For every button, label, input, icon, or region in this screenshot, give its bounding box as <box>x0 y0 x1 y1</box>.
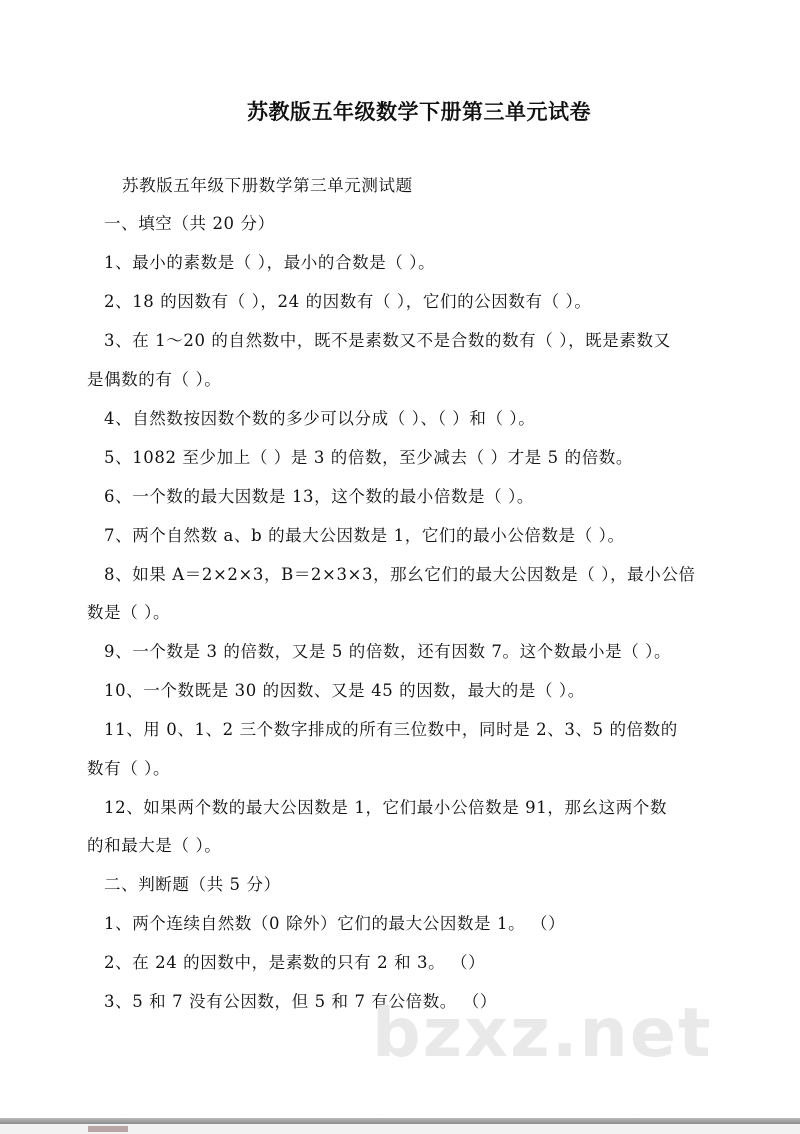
question-11-line-1: 11、用 0、1、2 三个数字排成的所有三位数中，同时是 2、3、5 的倍数的 <box>104 720 678 739</box>
watermark: bzxz.net <box>372 994 713 1073</box>
question-3-line-1: 3、在 1～20 的自然数中，既不是素数又不是合数的数有（ ），既是素数又 <box>104 331 671 350</box>
section-heading-true-false: 二、判断题（共 5 分） <box>104 875 281 894</box>
document-title: 苏教版五年级数学下册第三单元试卷 <box>247 100 591 124</box>
question-7: 7、两个自然数 a、b 的最大公因数是 1，它们的最小公倍数是（ ）。 <box>104 526 625 545</box>
edge-marker <box>88 1126 128 1132</box>
question-12-line-1: 12、如果两个数的最大公因数是 1，它们最小公倍数是 91，那幺这两个数 <box>104 798 668 817</box>
question-8-line-2: 数是（ ）。 <box>87 603 171 622</box>
section-heading-fill-in: 一、填空（共 20 分） <box>104 214 275 233</box>
document-subtitle: 苏教版五年级下册数学第三单元测试题 <box>122 176 413 195</box>
question-6: 6、一个数的最大因数是 13，这个数的最小倍数是（ ）。 <box>104 487 535 506</box>
judgment-3: 3、5 和 7 没有公因数，但 5 和 7 有公倍数。 （） <box>104 992 497 1011</box>
question-3-line-2: 是偶数的有（ ）。 <box>87 370 222 389</box>
question-8-line-1: 8、如果 A＝2×2×3，B＝2×3×3，那幺它们的最大公因数是（ ），最小公倍 <box>104 565 696 584</box>
judgment-1: 1、两个连续自然数（0 除外）它们的最大公因数是 1。 （） <box>104 914 566 933</box>
question-5: 5、1082 至少加上（ ）是 3 的倍数，至少减去（ ）才是 5 的倍数。 <box>104 448 633 467</box>
question-10: 10、一个数既是 30 的因数、又是 45 的因数，最大的是（ ）。 <box>104 681 585 700</box>
judgment-2: 2、在 24 的因数中，是素数的只有 2 和 3。 （） <box>104 953 486 972</box>
question-11-line-2: 数有（ ）。 <box>87 759 171 778</box>
question-4: 4、自然数按因数个数的多少可以分成（ ）、（ ）和（ ）。 <box>104 409 536 428</box>
question-2: 2、18 的因数有（ ），24 的因数有（ ），它们的公因数有（ ）。 <box>104 292 592 311</box>
question-9: 9、一个数是 3 的倍数，又是 5 的倍数，还有因数 7。这个数最小是（ ）。 <box>104 642 672 661</box>
question-1: 1、最小的素数是（ ），最小的合数是（ ）。 <box>104 253 436 272</box>
question-12-line-2: 的和最大是（ ）。 <box>87 836 222 855</box>
